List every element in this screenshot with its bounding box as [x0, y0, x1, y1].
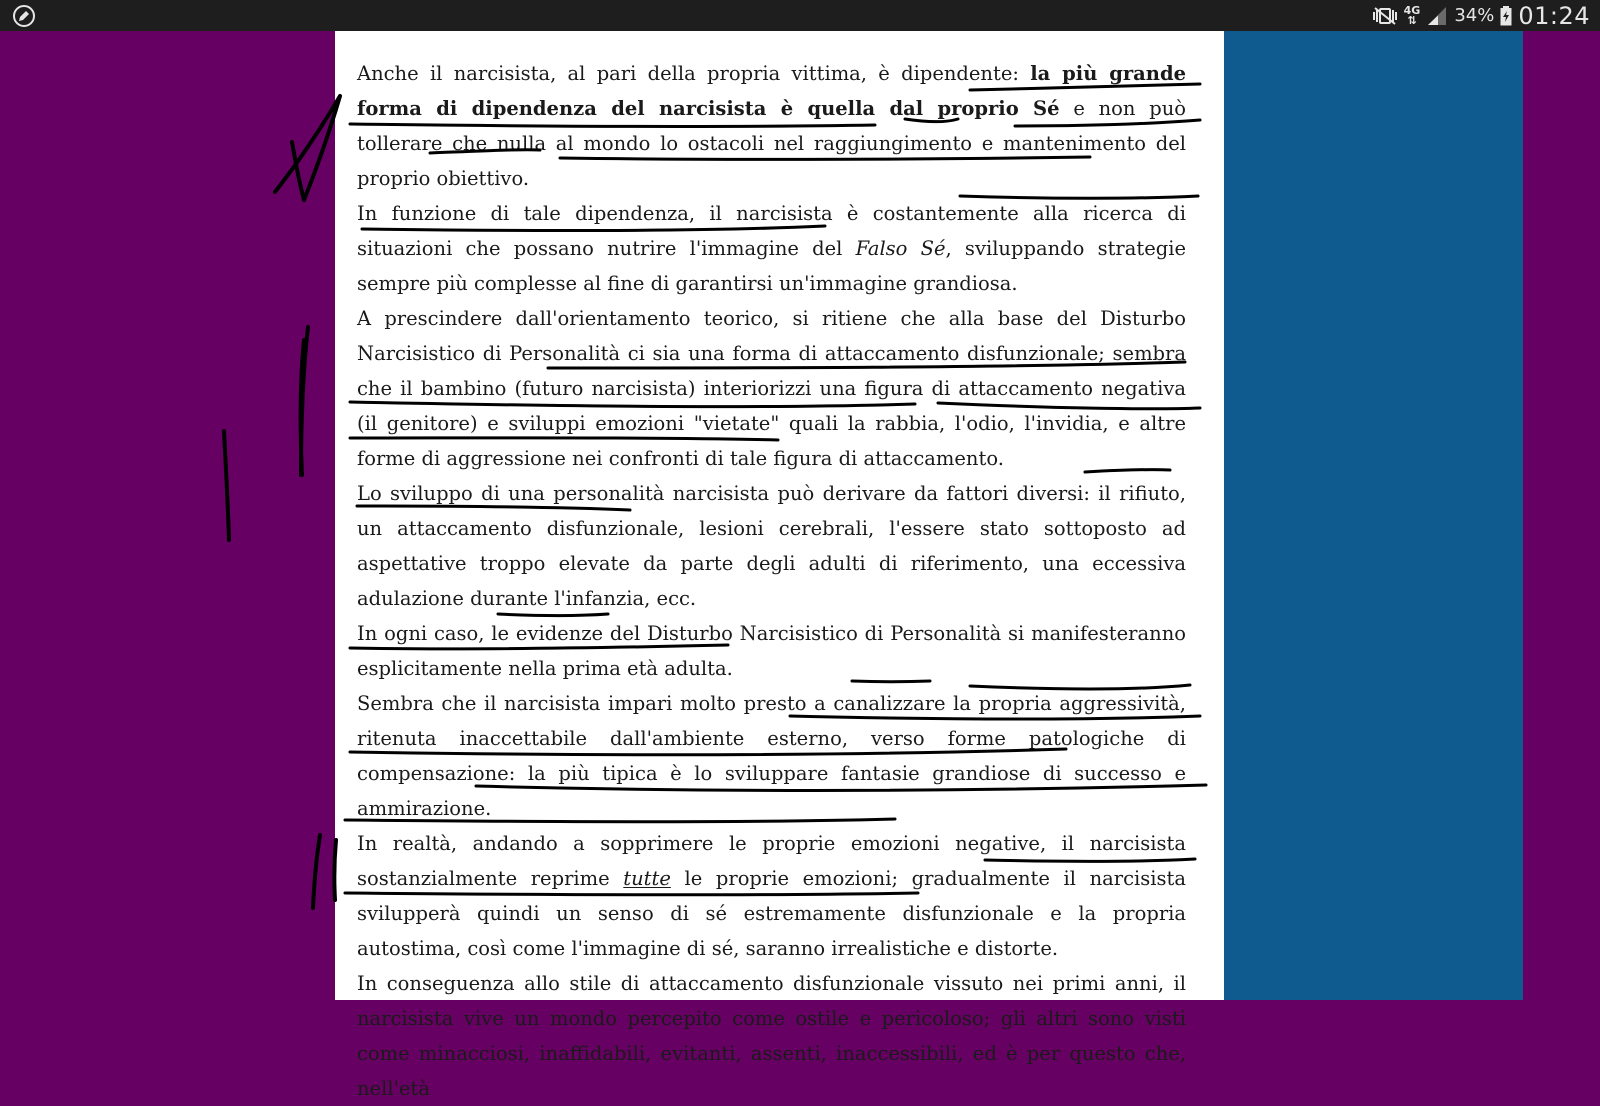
battery-percent: 34% [1454, 5, 1495, 26]
paragraph: In realtà, andando a sopprimere le proprie emozioni negative, il narcisista sostanzialmente reprime tutte le proprie emozioni; gradualmente il narcisista svilupperà quindi un senso di sé estremamente disfunzionale e la propria autostima, così come l'immagine di sé, saranno irrealistiche e distorte. [357, 832, 1186, 960]
paragraph: A prescindere dall'orientamento teorico, si ritiene che alla base del Disturbo Narcisistico di Personalità ci sia una forma di attaccamento disfunzionale; sembra che il bambino (futuro narcisista) interiorizzi una figura di attaccamento negativa (il genitore) e sviluppi emozioni "vietate" quali la rabbia, l'odio, l'invidia, e altre forme di aggressione nei confronti di tale figura di attaccamento. [357, 307, 1186, 470]
paragraph: In conseguenza allo stile di attaccamento disfunzionale vissuto nei primi anni, il narcisista vive un mondo percepito come ostile e pericoloso; gli altri sono visti come minacciosi, inaffidabili, evitanti, assenti, inaccessibili, ed è per questo che, nell'età [357, 972, 1186, 1100]
right-margin [1523, 31, 1600, 1000]
document-page[interactable] [335, 31, 1224, 1100]
bold-phrase: la più grande forma di dipendenza del narcisista è quella dal proprio Sé [357, 62, 1187, 120]
status-indicators [1372, 0, 1590, 31]
battery-charging-icon [1500, 6, 1512, 26]
paragraph: In ogni caso, le evidenze del Disturbo Narcisistico di Personalità si manifesteranno esplicitamente nella prima età adulta. [357, 622, 1186, 680]
signal-bars-icon [1426, 6, 1448, 26]
paragraph: In funzione di tale dipendenza, il narcisista è costantemente alla ricerca di situazioni che possano nutrire l'immagine del Falso Sé, sviluppando strategie sempre più complesse al fine di garantirsi un'immagine grandiosa. [357, 202, 1186, 295]
side-panel [1224, 31, 1523, 1000]
left-margin [0, 31, 335, 1000]
italic-phrase: Falso Sé [855, 237, 946, 260]
pencil-circle-icon[interactable] [12, 4, 36, 28]
status-bar [0, 0, 1600, 31]
document-text [357, 56, 1186, 1106]
italic-underlined-word: tutte [623, 867, 671, 890]
network-type: 4G ⇅ [1403, 3, 1421, 27]
paragraph: Sembra che il narcisista impari molto presto a canalizzare la propria aggressività, ritenuta inaccettabile dall'ambiente esterno, verso forme patologiche di compensazione: la più tipica è lo sviluppare fantasie grandiose di successo e ammirazione. [357, 692, 1186, 820]
clock: 01:24 [1518, 1, 1590, 30]
vibrate-off-icon [1372, 7, 1398, 25]
paragraph: Anche il narcisista, al pari della propria vittima, è dipendente: la più grande forma di dipendenza del narcisista è quella dal proprio Sé e non può tollerare che nulla al mondo lo ostacoli nel raggiungimento e mantenimento del proprio obiettivo. [357, 62, 1187, 190]
paragraph: Lo sviluppo di una personalità narcisista può derivare da fattori diversi: il rifiuto, un attaccamento disfunzionale, lesioni cerebrali, l'essere stato sottoposto ad aspettative troppo elevate da parte degli adulti di riferimento, una eccessiva adulazione durante l'infanzia, ecc. [357, 482, 1186, 610]
